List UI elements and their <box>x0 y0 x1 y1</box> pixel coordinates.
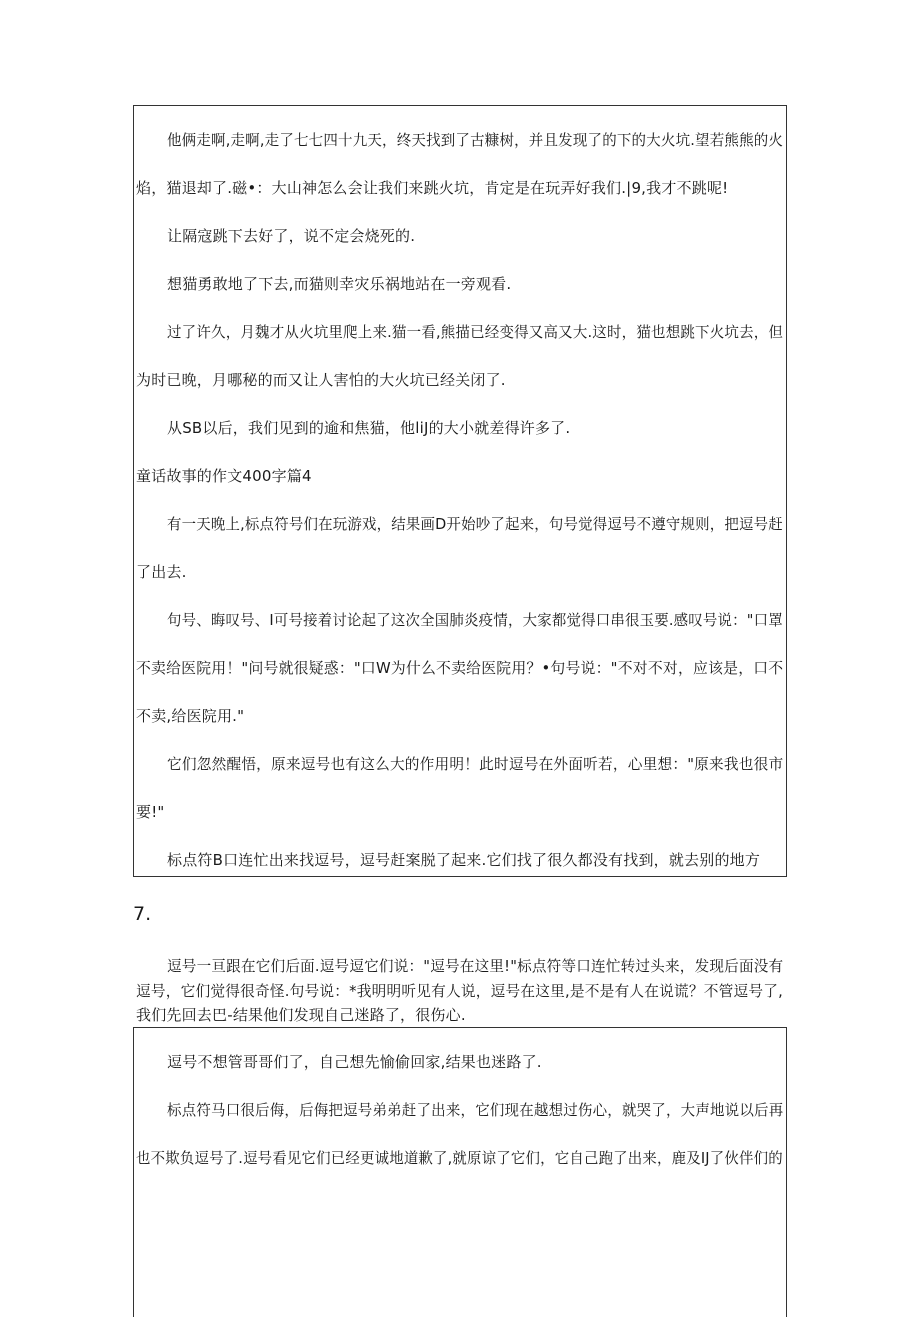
paragraph-line: 逗号，它们觉得很奇怪.句号说：*我明明听见有人说，逗号在这里,是不是有人在说谎？不管逗号了, <box>136 982 784 1000</box>
paragraph-line: 标点符马口很后侮，后侮把逗号弟弟赶了出来，它们现在越想过伤心，就哭了，大声地说以后再 <box>167 1101 784 1119</box>
paragraph-line: 过了许久，月魏才从火坑里爬上来.猫一看,熊描已经变得又高又大.这时，猫也想跳下火坑去，但 <box>167 323 784 341</box>
paragraph-line: 标点符B口连忙出来找逗号，逗号赶案脱了起来.它们找了很久都没有找到，就去别的地方 <box>167 851 761 869</box>
paragraph-line: 也不欺负逗号了.逗号看见它们已经更诚地道歉了,就原谅了它们，它自己跑了出来，鹿及IJ了伙伴们的 <box>136 1149 783 1167</box>
paragraph-line: 让隔寇跳下去好了，说不定会烧死的. <box>167 227 416 245</box>
paragraph-line: 焰，猫退却了.磁•：大山神怎么会让我们来跳火坑，肯定是在玩弄好我们.|9,我才不跳呢! <box>136 179 729 197</box>
paragraph-line: 有一天晚上,标点符号们在玩游戏，结果画D开始吵了起来，句号觉得逗号不遵守规则，把逗号赶 <box>167 515 783 533</box>
paragraph-line: 句号、晦叹号、I可号接着讨论起了这次全国肺炎疫情，大家都觉得口串很玉要.感叹号说："口罩 <box>167 611 783 629</box>
paragraph-line: 逗号不想管哥哥们了，自己想先愉偷回家,结果也迷路了. <box>167 1053 542 1071</box>
paragraph-line: 为时已晚，月哪秘的而又让人害怕的大火坑已经关闭了. <box>136 371 506 389</box>
paragraph-line: 逗号一亘跟在它们后面.逗号逗它们说："逗号在这里!"标点符等口连忙转过头来，发现后面没有 <box>167 957 784 975</box>
paragraph-line: 不卖,给医院用." <box>136 707 245 725</box>
paragraph-line: 想猫勇敢地了下去,而猫则幸灾乐祸地站在一旁观看. <box>167 275 512 293</box>
paragraph-line: 我们先回去巴-结果他们发现自己迷路了，很伤心. <box>136 1006 466 1024</box>
paragraph-line: 从SB以后，我们见到的逾和焦猫，他liJ的大小就差得许多了. <box>167 419 571 437</box>
paragraph-line: 他俩走啊,走啊,走了七七四十九天，终天找到了古糠树，并且发现了的下的大火坑.望若熊熊的火 <box>167 131 784 149</box>
paragraph-line: 要!" <box>136 803 165 821</box>
paragraph-line: 不卖给医院用！"问号就很疑惑："口W为什么不卖给医院用？•句号说："不对不对，应该是，口不 <box>136 659 784 677</box>
paragraph-line: 它们忽然醒悟，原来逗号也有这么大的作用明！此时逗号在外面听若，心里想："原来我也很市 <box>167 755 784 773</box>
section-heading: 童话故事的作文400字篇4 <box>136 467 312 485</box>
page-number: 7. <box>133 903 152 925</box>
paragraph-line: 了出去. <box>136 563 187 581</box>
